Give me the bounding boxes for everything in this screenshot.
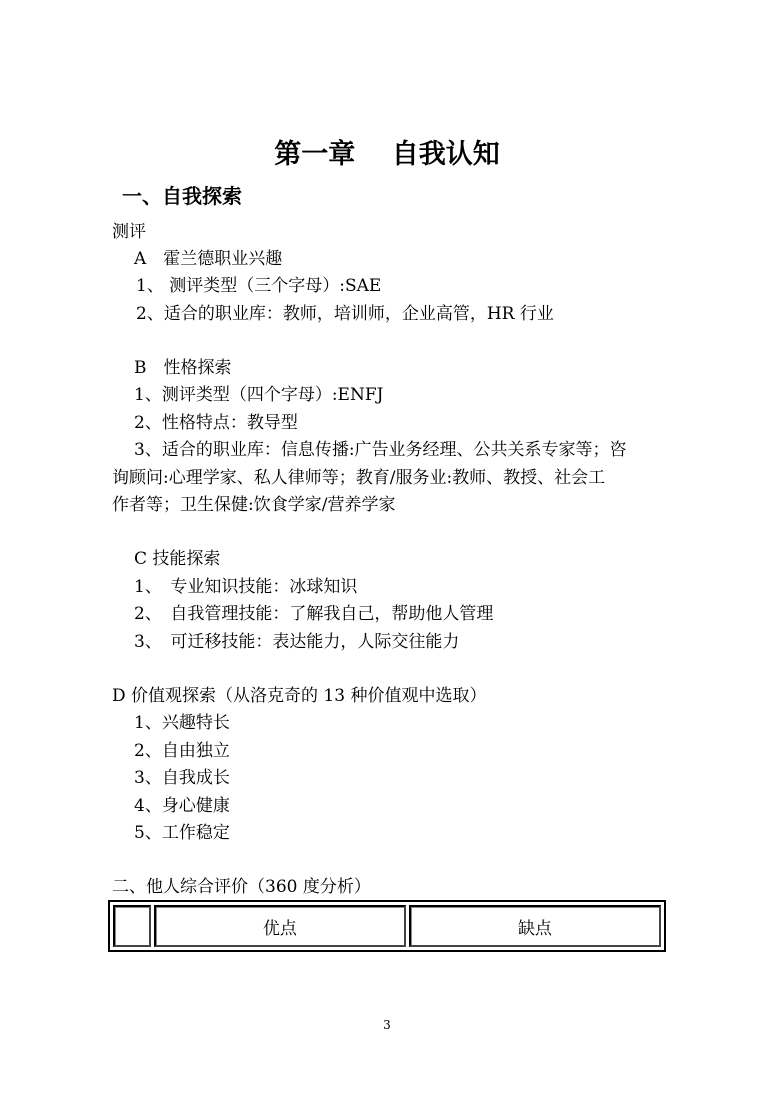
personality-item-careers-line3: 作者等；卫生保健:饮食学家/营养学家	[112, 495, 396, 515]
personality-item-careers-line2: 询顾问:心理学家、私人律师等；教育/服务业:教师、教授、社会工	[112, 468, 606, 488]
values-item: 1、兴趣特长	[134, 713, 230, 733]
skills-item-self-management: 2、 自我管理技能：了解我自己，帮助他人管理	[134, 604, 494, 624]
personality-heading: B 性格探索	[134, 358, 232, 378]
values-item: 3、自我成长	[134, 768, 230, 788]
section-heading-self-exploration: 一、自我探索	[122, 184, 242, 208]
chapter-title: 第一章 自我认知	[274, 139, 500, 170]
skills-heading: C 技能探索	[134, 549, 221, 569]
values-item: 2、自由独立	[134, 741, 230, 761]
table-row	[113, 905, 661, 947]
holland-item-type: 1、 测评类型（三个字母）:SAE	[136, 276, 382, 296]
holland-heading: A 霍兰德职业兴趣	[134, 249, 283, 269]
table-header-empty	[113, 905, 151, 947]
section-heading-360-evaluation: 二、他人综合评价（360 度分析）	[112, 877, 371, 897]
table-header-weaknesses: 缺点	[409, 905, 661, 947]
holland-item-careers: 2、适合的职业库：教师，培训师，企业高管，HR 行业	[136, 304, 554, 324]
skills-item-knowledge: 1、 专业知识技能：冰球知识	[134, 577, 358, 597]
evaluation-table	[108, 900, 666, 952]
values-item: 4、身心健康	[134, 796, 230, 816]
values-item: 5、工作稳定	[134, 823, 230, 843]
values-heading: D 价值观探索（从洛克奇的 13 种价值观中选取）	[112, 686, 487, 706]
skills-item-transferable: 3、 可迁移技能：表达能力，人际交往能力	[134, 632, 460, 652]
personality-item-type: 1、测评类型（四个字母）:ENFJ	[134, 385, 384, 405]
table-header-strengths: 优点	[154, 905, 406, 947]
personality-item-trait: 2、性格特点：教导型	[134, 413, 298, 433]
page-number: 3	[383, 1018, 391, 1032]
test-label: 测评	[112, 222, 146, 242]
personality-item-careers-line1: 3、适合的职业库：信息传播:广告业务经理、公共关系专家等；咨	[134, 440, 627, 460]
